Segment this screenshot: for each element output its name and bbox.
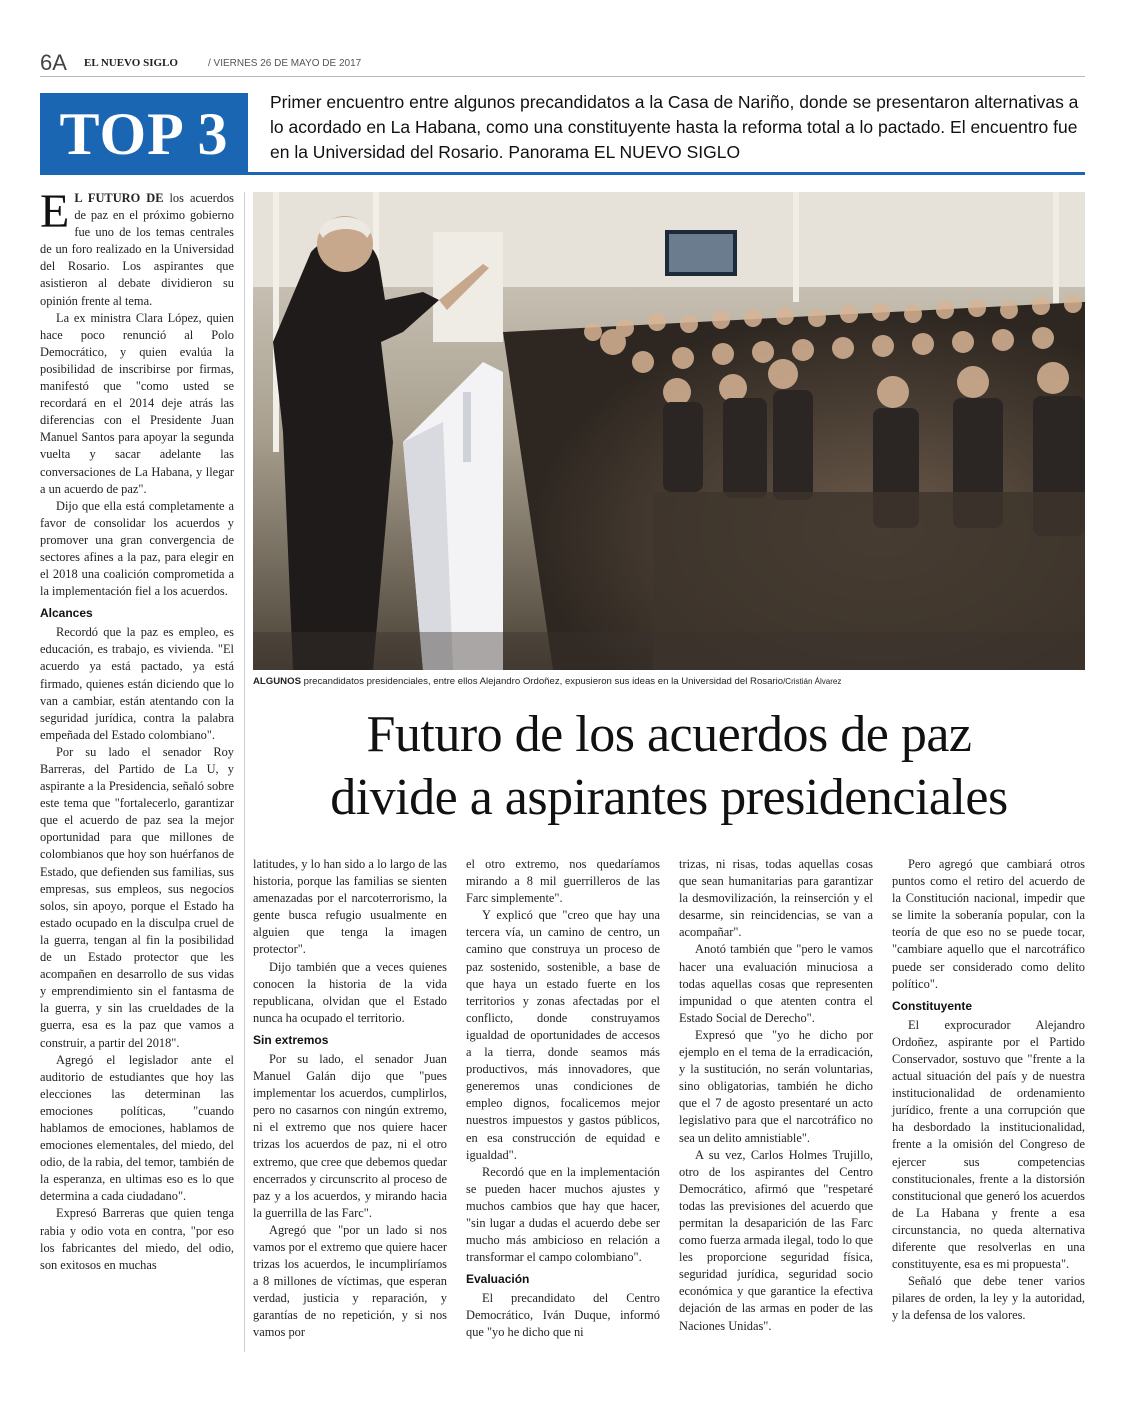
subheading: Alcances [40, 606, 93, 621]
photo-credit: /Cristián Álvarez [783, 677, 842, 686]
caption-lead: ALGUNOS [253, 676, 301, 687]
top3-badge: TOP 3 [40, 93, 248, 175]
issue-date: / VIERNES 26 DE MAYO DE 2017 [208, 58, 362, 69]
event-photo [253, 192, 1085, 670]
article-column-2 [253, 856, 447, 1342]
subheading: Evaluación [466, 1272, 530, 1287]
article-column-3 [466, 856, 660, 1342]
paragraph: Expresó Barreras que quien tenga rabia y odio vota en contra, "por eso los fabricantes del miedo, del odio, son exitosos en muchas [40, 1206, 234, 1272]
opening-paragraph: E L FUTURO DE los acuerdos de paz en el próximo gobierno fue uno de los temas centrales de un foro realizado en la Universidad del Rosario. Los aspirantes que asistieron al debate dividieron su opinión frente al tema. [40, 185, 234, 308]
article-column-5 [892, 856, 1085, 1324]
paragraph: Anotó también que "pero le vamos hacer una evaluación minuciosa a todas aquellas cosas que representen impunidad o que atenten contra el Estado Social de Derecho". [679, 942, 873, 1025]
paragraph: Dijo también que a veces quienes conocen la historia de la vida republicana, olvidan que el Estado nunca ha ocupado el territorio. [253, 959, 447, 1025]
drop-cap: E [40, 185, 70, 238]
section-lede: Primer encuentro entre algunos precandidatos a la Casa de Nariño, donde se presentaron alternativas a lo acordado en La Habana, como una constituyente hasta la reforma total a lo pactado. El encuentro fue en la Universidad del Rosario. Panorama EL NUEVO SIGLO [270, 92, 1079, 162]
headline-line-1: Futuro de los acuerdos de paz [366, 706, 972, 763]
page-header [40, 48, 1085, 77]
paragraph: Recordó que en la implementación se pueden hacer muchos ajustes y muchos cambios que hay que hacer, "sin lugar a dudas el acuerdo debe ser mucho más ambicioso en relación a transformar el campo colombiano". [466, 1164, 660, 1265]
caption-text: precandidatos presidenciales, entre ellos Alejandro Ordoñez, expusieron sus ideas en la Universidad del Rosario [300, 676, 784, 687]
paragraph: La ex ministra Clara López, quien hace poco renunció al Polo Democrático, y quien evalúa la posibilidad de inscribirse por firmas, manifestó que "como usted se recordará en el 2014 deje atrás las diferencias con el Presidente Juan Manuel Santos para apoyar la segunda vuelta y sacar adelante las conversaciones de La Habana, y llegar a un acuerdo de paz". [40, 310, 234, 496]
paragraph: Por su lado, el senador Juan Manuel Galán dijo que "pues implementar los acuerdos, cumplirlos, pero no casarnos con ningún extremo, ni el extremo que nos quiere hacer trizas los acuerdos de paz, ni el otro extremo, que cree que debemos quedar encerrados y circunscrito al proceso de paz y a los acuerdos, y mirando hacia la guerrilla de las Farc". [253, 1051, 447, 1220]
page-number: 6A [40, 50, 67, 75]
paragraph: El precandidato del Centro Democrático, Iván Duque, informó que "yo he dicho que ni [466, 1291, 660, 1340]
badge-rule [248, 172, 1085, 175]
paragraph: el otro extremo, nos quedaríamos mirando a 8 mil guerrilleros de las Farc simplemente". [466, 857, 660, 906]
photo-caption [253, 676, 1085, 687]
paragraph: Señaló que debe tener varios pilares de orden, la ley y la autoridad, y la defensa de los valores. [892, 1274, 1085, 1323]
subheading: Constituyente [892, 998, 973, 1013]
article-column-4 [679, 856, 873, 1335]
article-headline [253, 703, 1085, 829]
paragraph: A su vez, Carlos Holmes Trujillo, otro de los aspirantes del Centro Democrático, afirmó que "respetaré todas las previsiones del acuerdo que permitan la desaparición de las Farc como fuerza armada ilegal, todo lo que les proporcione seguridad física, seguridad jurídica, seguridad socio económica y que garantice la efectiva dejación de las armas en poder de las Naciones Unidas". [679, 1147, 873, 1333]
publication-name: EL NUEVO SIGLO [84, 57, 178, 69]
paragraph: Agregó que "por un lado si nos vamos por el extremo que quiere hacer trizas los acuerdos, le incumpliríamos a 8 millones de víctimas, que esperan verdad, justicia y reparación, y garantías de no repetición, y si nos vamos por [253, 1222, 447, 1340]
paragraph: Y explicó que "creo que hay una tercera vía, un camino de centro, un camino que construya un proceso de paz sostenido, sostenible, a base de que haya un estado fuerte en los territorios y zonas afectadas por el conflicto, donde construyamos igualdad de oportunidades de accesos a la tierra, donde seamos más productivos, más innovadores, que generemos unas condiciones de empleo dignos, focalicemos mejor nuestros impuestos y gastos públicos, en esa construcción de equidad e igualdad". [466, 908, 660, 1162]
article-column-1 [40, 185, 234, 1274]
paragraph: El exprocurador Alejandro Ordoñez, aspirante por el Partido Conservador, sostuvo que "frente a la actual situación del país y de nuestra institucionalidad de ordenamiento jurídico, frente a una corrupción que ha desbordado la institucionalidad, frente a la omisión del Congreso de ejercer sus competencias constitucionales, frente a la distorsión constitucional que generó los acuerdos de La Habana y frente a esa circunstancia, no queda alternativa diferente que resolverlas en una constituyente, esa es mi propuesta". [892, 1017, 1085, 1272]
paragraph: Recordó que la paz es empleo, es educación, es trabajo, es vivienda. "El acuerdo ya está pactado, ya está firmado, quienes están diciendo que lo van a cambiar, están atentando con la seguridad jurídica, contra la palabra empeñada del Estado colombiano". [40, 625, 234, 742]
paragraph: Por su lado el senador Roy Barreras, del Partido de La U, y aspirante a la Presidencia, señaló sobre este tema que "fortalecerlo, garantizar que el acuerdo de paz sea la mejor oportunidad para que millones de colombianos que hoy son huérfanos de Estado, que defienden sus familias, sus empresas, sus empleos, sus negocios solos, sin apoyo, porque el Estado ha estado ocupado en la disculpa cruel de la guerra, tengan al fin la posibilidad de un Estado protector que les acompañen en desarrollo de sus vidas y emprendimiento sin el fantasma de la guerra, y sin las crueldades de la guerra, esa es la paz que vamos a construir, a partir del 2018". [40, 744, 234, 1050]
paragraph: Agregó el legislador ante el auditorio de estudiantes que hoy las elecciones las determinan las emociones políticas, "cuando hablamos de emociones, hablamos de emociones elementales, del miedo, del odio, de la rabia, del temor, también de la esperanza, en ultimas eso es lo que determina a cada ciudadano". [40, 1052, 234, 1204]
paragraph: Pero agregó que cambiará otros puntos como el retiro del acuerdo de la Constitución nacional, impedir que se limite la soberanía popular, con la teoría de que eso no se puede tocar, "cambiare aquello que el narcotráfico puede ser considerado como delito político". [892, 857, 1085, 991]
paragraph: Dijo que ella está completamente a favor de consolidar los acuerdos y promover una gran convergencia de sectores afines a la paz, para elegir en el 2018 una coalición comprometida a la implementación fiel a los acuerdos. [40, 498, 234, 599]
headline-line-2: divide a aspirantes presidenciales [330, 769, 1008, 826]
lead-in: L FUTURO DE [74, 191, 164, 205]
subheading: Sin extremos [253, 1032, 329, 1047]
paragraph: latitudes, y lo han sido a lo largo de las historia, porque las familias se sienten amenazadas por el narcoterrorismo, la gente busca refugio usualmente en alguien que tenga la imagen protector". [253, 857, 447, 957]
column-divider [244, 192, 245, 1352]
paragraph: Expresó que "yo he dicho por ejemplo en el tema de la erradicación, y la sustitución, no serán voluntarias, sino obligatorias, también he dicho que el 7 de agosto presentaré un acto legislativo para que el narcotráfico no sea un delito amnistiable". [679, 1027, 873, 1145]
paragraph: trizas, ni risas, todas aquellas cosas que sean humanitarias para garantizar la desmovilización, la reinserción y el desarme, sin reincidencias, se van a acompañar". [679, 857, 873, 940]
